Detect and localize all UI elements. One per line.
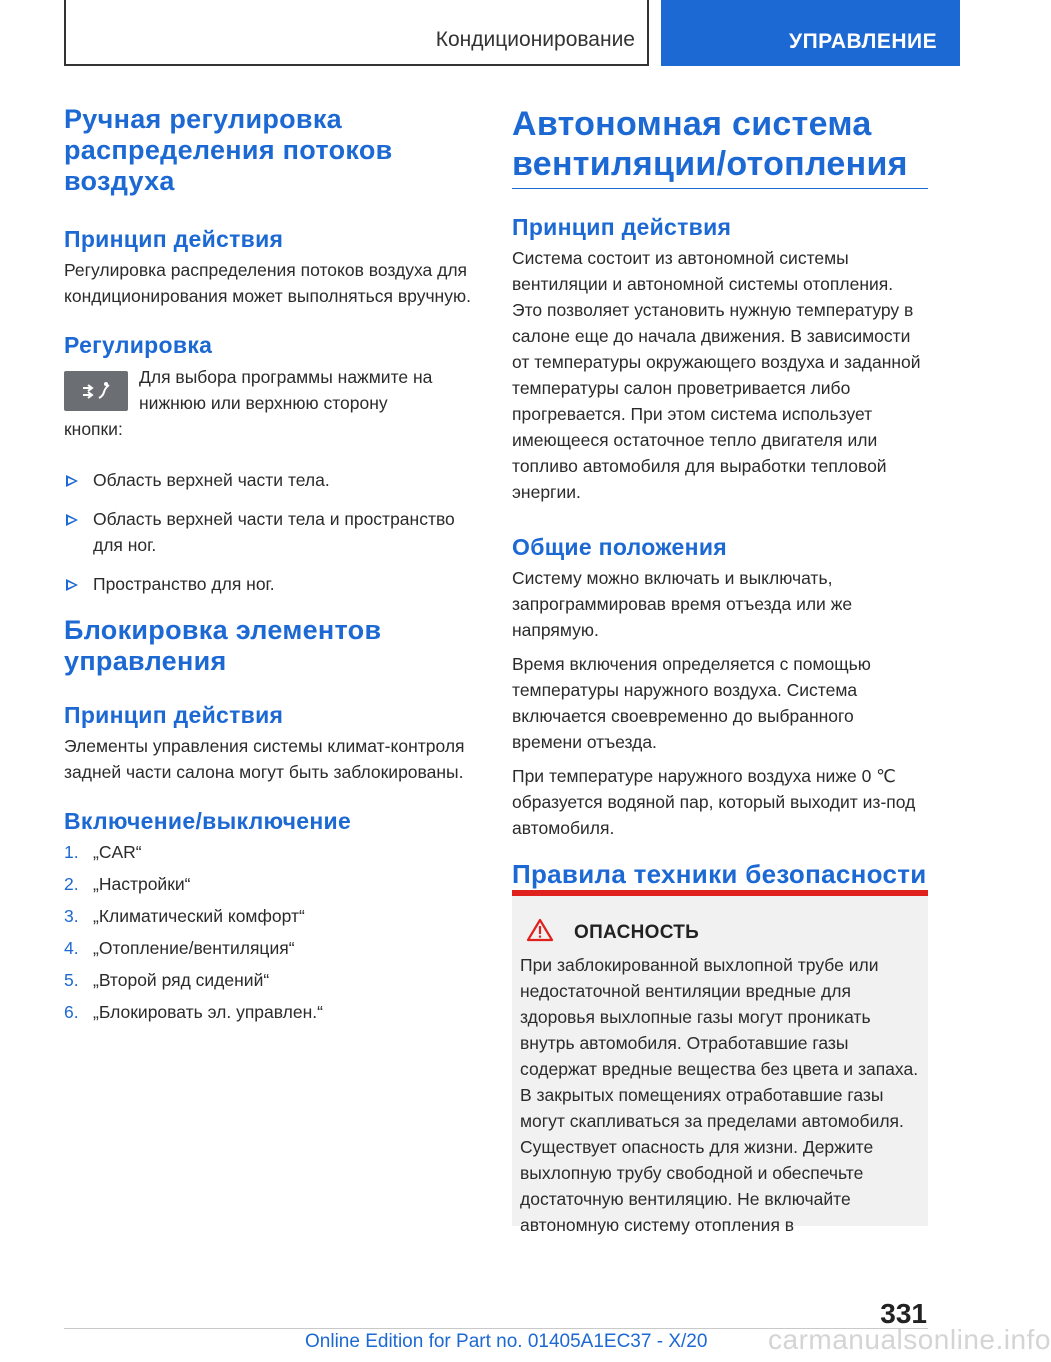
- arrow-right-icon: [66, 579, 78, 591]
- warning-header: [526, 918, 699, 947]
- warning-title: ОПАСНОСТЬ: [574, 921, 700, 943]
- list-item: 4. „Отопление/вентиляция“: [64, 938, 295, 958]
- header-section-box: [64, 0, 649, 66]
- manual-air-title: Ручная регулировка распределения потоков воздуха: [64, 104, 393, 196]
- adjust-heading: Регулировка: [64, 332, 213, 358]
- right-column: [512, 104, 928, 890]
- list-item: 5. „Второй ряд сидений“: [64, 970, 270, 990]
- list-item: Область верхней части тела и пространство для ног.: [64, 506, 479, 558]
- header-chapter-tab: [661, 0, 960, 66]
- principle-heading-1: Принцип действия: [64, 226, 284, 252]
- watermark: carmanualsonline.info: [768, 1324, 1051, 1355]
- air-distribution-icon: [64, 371, 128, 411]
- left-column: [64, 104, 479, 1031]
- right-title: Автономная система вентиляции/отопления: [512, 104, 928, 189]
- principle-text-2: Элементы управления системы климат-контроля задней части салона могут быть заблокированы.: [64, 736, 465, 782]
- general-heading: Общие положения: [512, 534, 727, 560]
- list-item: 3. „Климатический комфорт“: [64, 906, 305, 926]
- right-principle-text: Система состоит из автономной системы вентиляции и автономной системы отопления. Это позволяет установить нужную температуру в салоне еще до начала движения. В зависимости от температуры окружающего воздуха и заданной температуры салон проветривается либо прогревается. При этом система использует имеющееся остаточное тепло двигателя или топливо автомобиля для выработки тепловой энергии.: [512, 248, 921, 502]
- lock-title: Блокировка элементов управления: [64, 615, 382, 676]
- list-item: 1. „CAR“: [64, 842, 142, 862]
- warning-box: [512, 890, 928, 1235]
- onoff-heading: Включение/выключение: [64, 808, 352, 834]
- list-item: 6. „Блокировать эл. управлен.“: [64, 1002, 323, 1022]
- adjust-text-line1: Для выбора программы нажмите на: [139, 367, 433, 387]
- warning-text: При заблокированной выхлопной трубе или недостаточной вентиляции вредные для здоровья выхлопные газы могут проникать внутрь автомобиля. Отработавшие газы содержат вредные вещества без цвета и запаха. В закрытых помещениях отработавшие газы могут скапливаться за пределами автомобиля. Существует опасность для жизни. Держите выхлопную трубу свободной и обеспечьте достаточную вентиляцию. Не включайте автономную систему отопления в: [520, 955, 919, 1235]
- arrow-right-icon: [66, 475, 78, 487]
- general-text-3: При температуре наружного воздуха ниже 0 ℃ образуется водяной пар, который выходит из-под автомобиля.: [512, 766, 916, 838]
- adjust-text-line3: кнопки:: [64, 419, 123, 439]
- general-text-1: Систему можно включать и выключать, запрограммировав время отъезда или же напрямую.: [512, 568, 853, 640]
- general-text-2: Время включения определяется с помощью температуры наружного воздуха. Система включается своевременно до выбранного времени отъезда.: [512, 654, 871, 752]
- adjust-block: [64, 367, 479, 445]
- warning-triangle-icon: [526, 918, 554, 947]
- right-principle-heading: Принцип действия: [512, 214, 732, 240]
- adjust-text-line2: нижнюю или верхнюю сторону: [139, 393, 388, 413]
- principle-heading-2: Принцип действия: [64, 702, 284, 728]
- adjust-options-list: [64, 467, 479, 597]
- safety-heading: Правила техники безопасности: [512, 859, 927, 889]
- footer-edition: Online Edition for Part no. 01405A1EC37 - X/20: [305, 1331, 708, 1352]
- arrow-right-icon: [66, 514, 78, 526]
- page-number: 331: [880, 1298, 927, 1329]
- principle-text-1: Регулировка распределения потоков воздуха для кондиционирования может выполняться вручную.: [64, 260, 471, 306]
- list-item: Пространство для ног.: [64, 571, 479, 597]
- list-item: Область верхней части тела.: [64, 467, 479, 493]
- list-item: 2. „Настройки“: [64, 874, 191, 894]
- steps-list: [64, 839, 479, 1025]
- header-section-title: Кондиционирование: [435, 28, 635, 51]
- header-chapter-title: УПРАВЛЕНИЕ: [789, 30, 938, 53]
